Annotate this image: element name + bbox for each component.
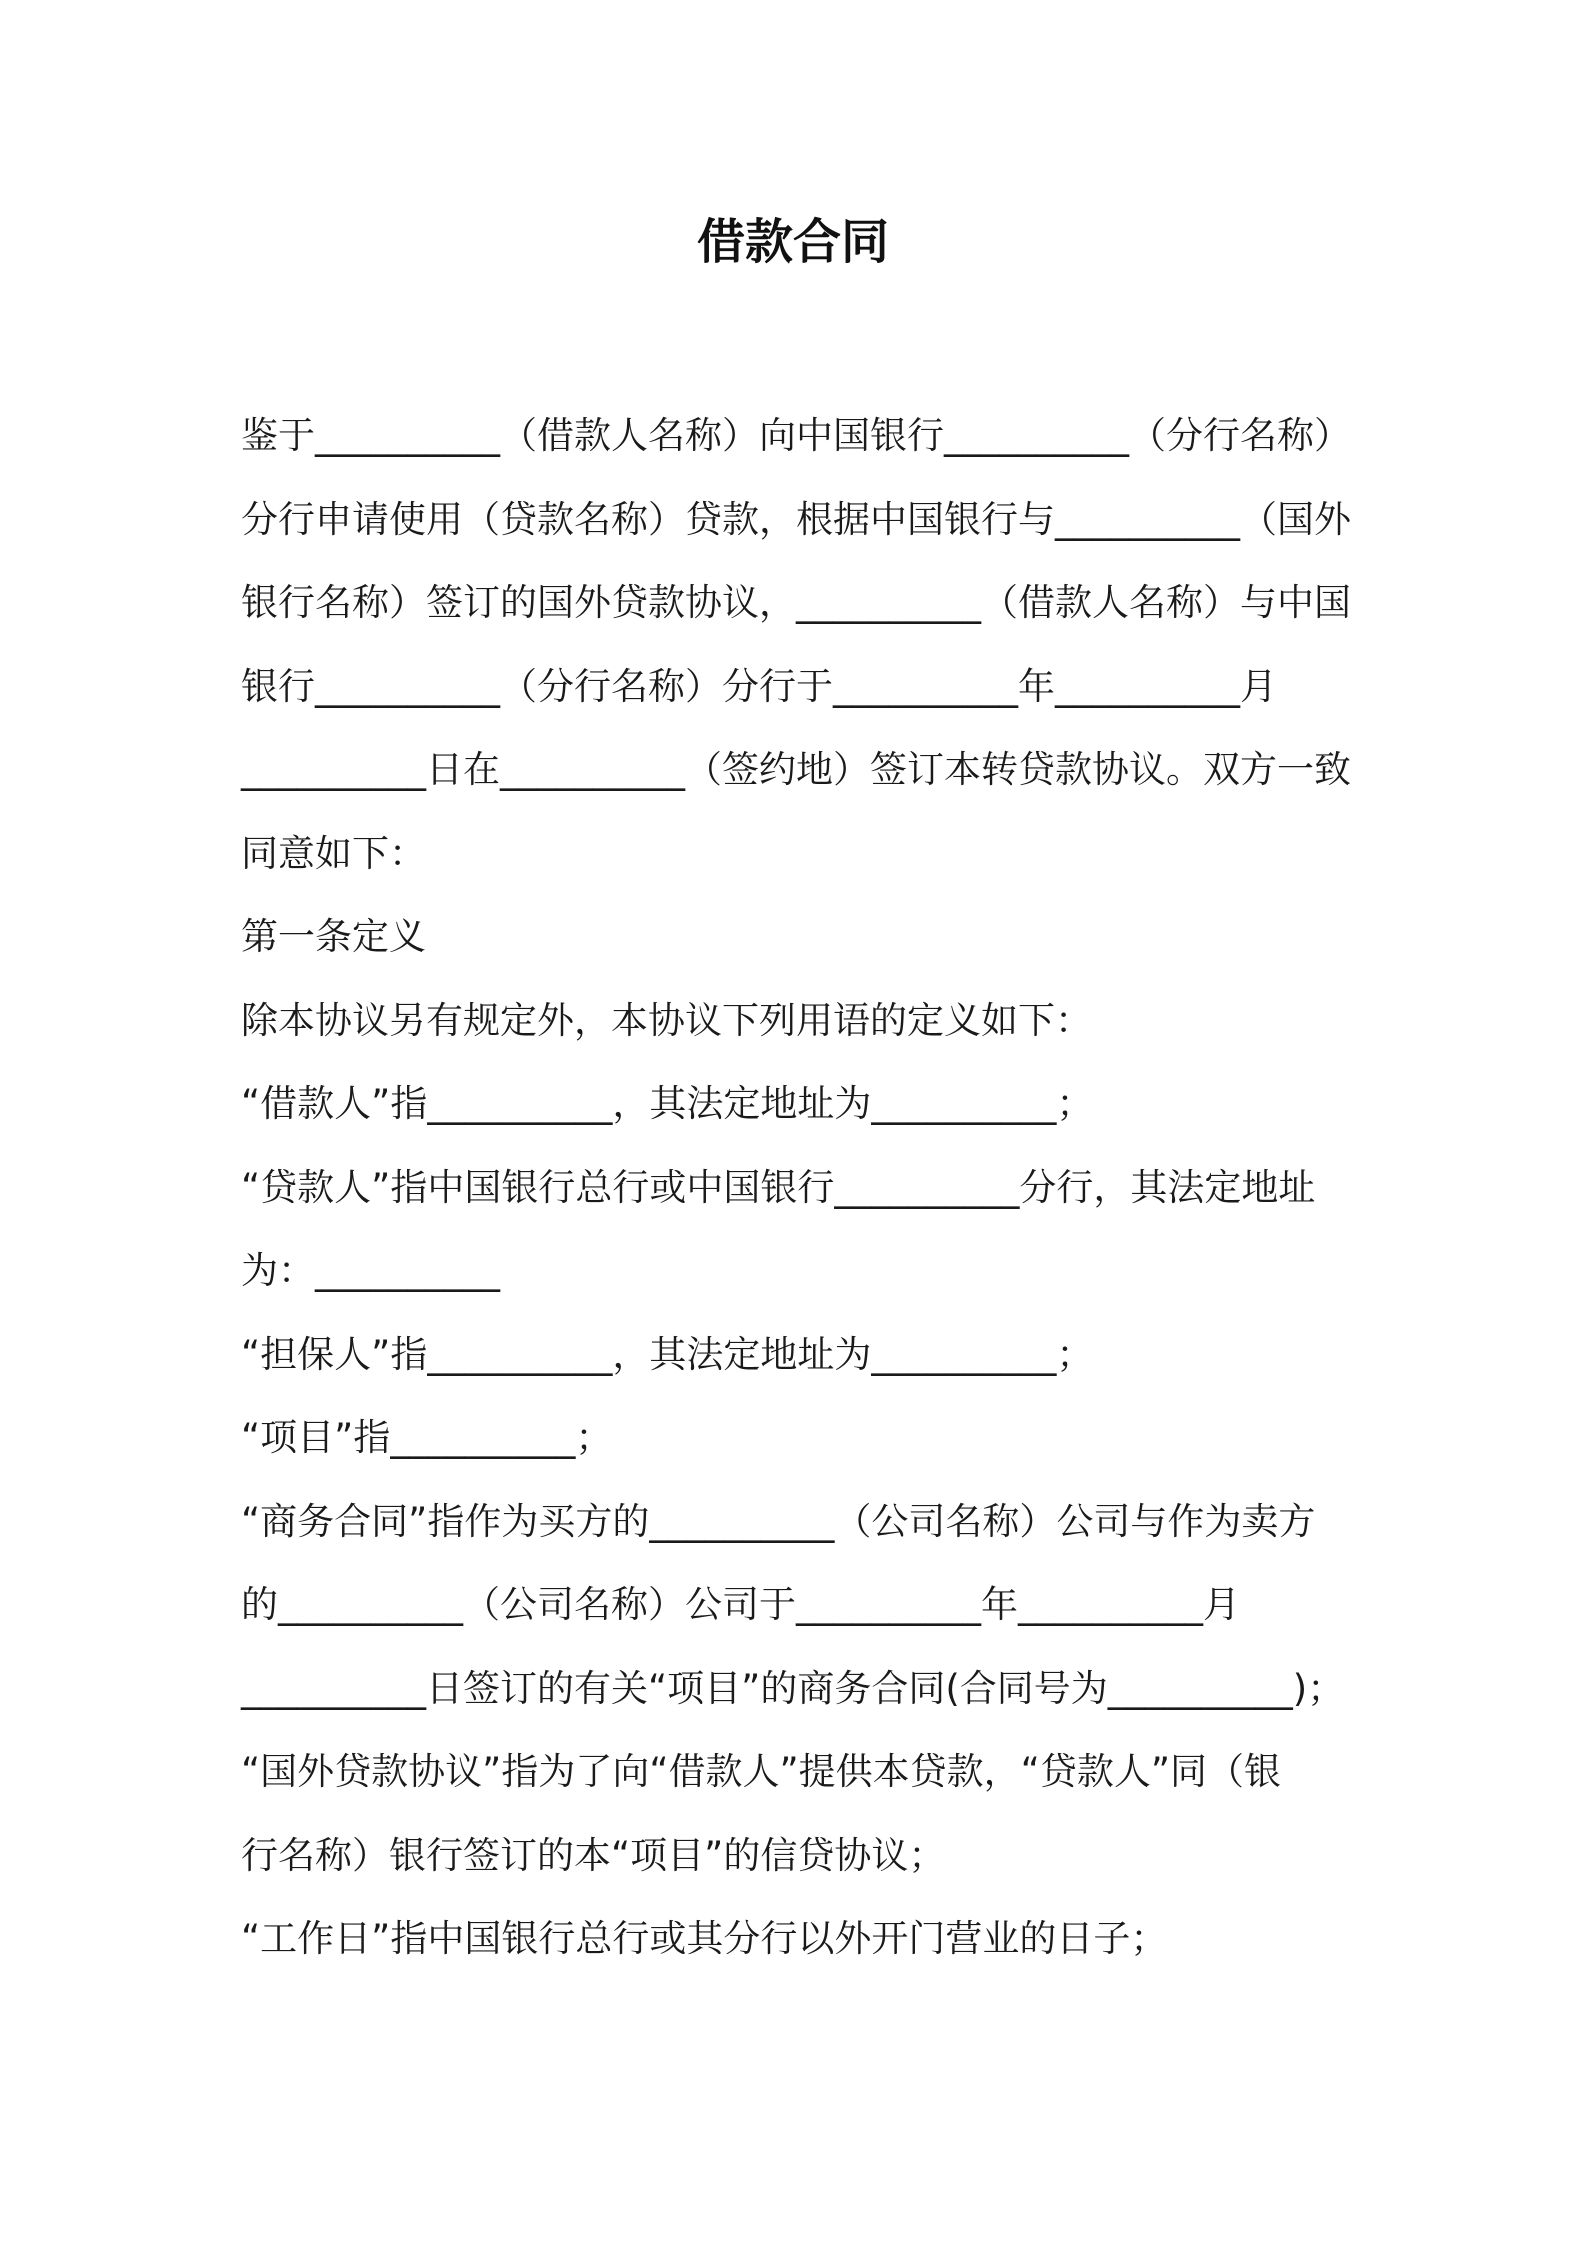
definition-line: “项目”指__________；: [241, 1416, 613, 1459]
paragraph-line: 同意如下：: [241, 832, 426, 875]
definition-line: “借款人”指__________，其法定地址为__________；: [241, 1082, 1094, 1125]
paragraph-line: 分行申请使用（贷款名称）贷款，根据中国银行与__________（国外: [241, 498, 1351, 541]
paragraph-line: 银行__________（分行名称）分行于__________年__________月: [241, 665, 1277, 708]
document-title: 借款合同: [696, 214, 889, 270]
definition-line: 行名称）银行签订的本“项目”的信贷协议；: [241, 1834, 946, 1877]
definition-line: “担保人”指__________，其法定地址为__________；: [241, 1333, 1094, 1376]
paragraph-line: 银行名称）签订的国外贷款协议，__________（借款人名称）与中国: [241, 581, 1351, 624]
definition-line: “贷款人”指中国银行总行或中国银行__________分行，其法定地址: [241, 1166, 1316, 1209]
definition-line: 为：__________: [241, 1249, 500, 1292]
definition-line: “商务合同”指作为买方的__________（公司名称）公司与作为卖方: [241, 1500, 1316, 1543]
definition-line: __________日签订的有关“项目”的商务合同(合同号为__________)；: [241, 1667, 1345, 1710]
paragraph-line: 除本协议另有规定外，本协议下列用语的定义如下：: [241, 999, 1092, 1042]
section-heading: 第一条定义: [241, 915, 426, 958]
definition-line: “国外贷款协议”指为了向“借款人”提供本贷款，“贷款人”同（银: [241, 1750, 1282, 1793]
definition-line: “工作日”指中国银行总行或其分行以外开门营业的日子；: [241, 1917, 1168, 1960]
paragraph-line: 鉴于__________（借款人名称）向中国银行__________（分行名称）: [241, 414, 1351, 457]
definition-line: 的__________（公司名称）公司于__________年__________月: [241, 1583, 1240, 1626]
paragraph-line: __________日在__________（签约地）签订本转贷款协议。双方一致: [241, 748, 1351, 791]
